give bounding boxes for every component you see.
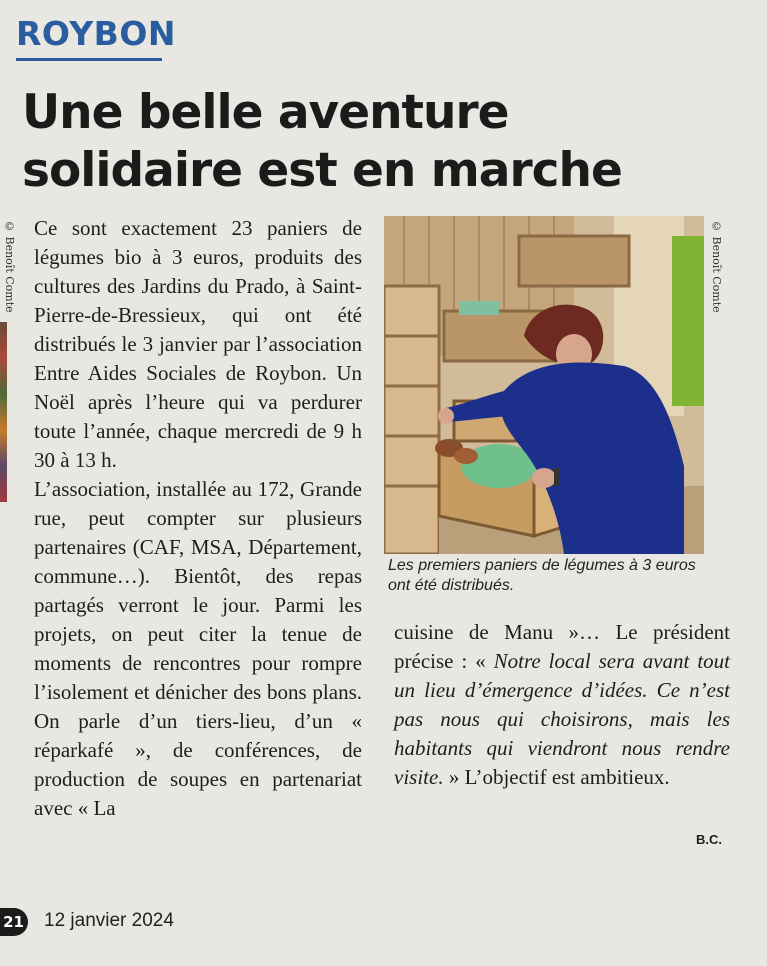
photo-credit-left: © Benoît Comte bbox=[3, 220, 16, 313]
section-rule bbox=[16, 58, 162, 61]
paragraph-lead: cuisine de Manu »… Le président précise : « bbox=[394, 620, 730, 673]
show-through-text bbox=[300, 4, 760, 90]
adjacent-photo-edge bbox=[0, 322, 7, 502]
headline: Une belle aventure solidaire est en marche bbox=[22, 85, 622, 198]
page-number-badge: 21 bbox=[0, 908, 28, 936]
photo-illustration bbox=[384, 216, 704, 554]
paragraph-tail: » L’objectif est ambitieux. bbox=[443, 765, 670, 789]
section-label: ROYBON bbox=[16, 14, 177, 53]
article-paragraph-3 bbox=[394, 618, 730, 792]
article-paragraph-1: Ce sont exactement 23 paniers de légumes bio à 3 euros, produits des cultures des Jardins du Prado, à Saint-Pierre-de-Bressieux, qui ont été distribués le 3 janvier par l’association Entre Aides Sociales de Roybon. Un Noël après l’heure qui va perdurer toute l’année, chaque mercredi de 9 h 30 à 13 h. bbox=[34, 216, 362, 472]
author-initials: B.C. bbox=[696, 832, 722, 847]
president-quote: Notre local sera avant tout un lieu d’émergence d’idées. Ce n’est pas nous qui choisirons, mais les habitants qui viendront nous rendre visite. bbox=[394, 649, 730, 789]
issue-date: 12 janvier 2024 bbox=[44, 910, 174, 931]
article-photo bbox=[384, 216, 704, 554]
article-paragraph-2: L’association, installée au 172, Grande rue, peut compter sur plusieurs partenaires (CAF, MSA, Département, commune…). Bientôt, des repas partagés verront le jour. Parmi les projets, on peut citer la tenue de moments de rencontres pour rompre l’isolement et dénicher des bons plans. On parle d’un tiers-lieu, d’un « réparkafé », de conférences, de production de soupes en partenariat avec « La bbox=[34, 477, 362, 820]
photo-credit-right: © Benoît Comte bbox=[710, 220, 723, 313]
photo-caption: Les premiers paniers de légumes à 3 euros ont été distribués. bbox=[388, 557, 696, 594]
article-column-left bbox=[34, 214, 362, 823]
article-column-right bbox=[394, 618, 730, 792]
